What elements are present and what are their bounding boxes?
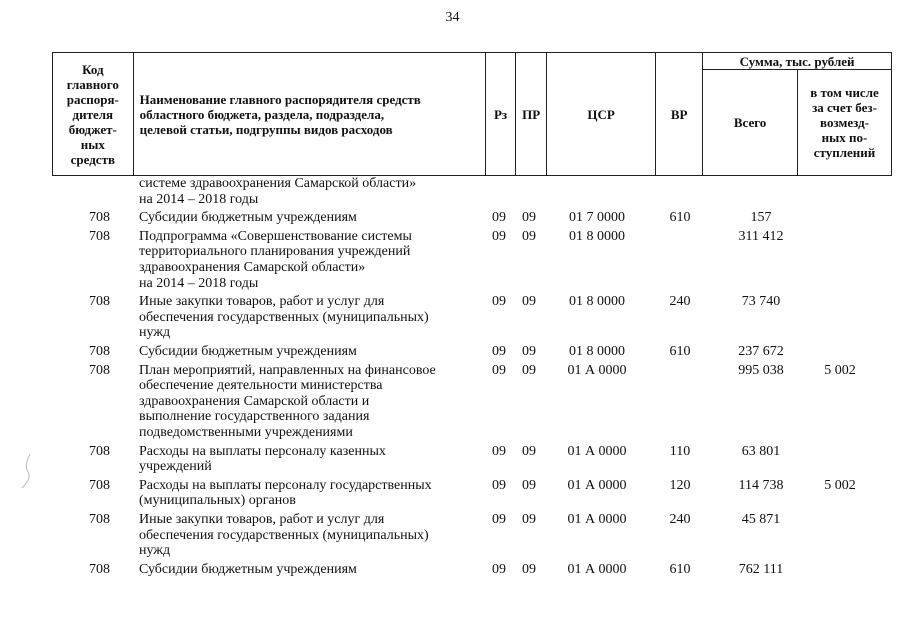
row-csr: 01 А 0000 [567, 477, 627, 493]
header-line: ных по- [821, 130, 868, 145]
row-name-line: подведомственными учреждениями [139, 424, 353, 440]
table-row [52, 444, 892, 475]
row-code: 708 [89, 228, 110, 244]
header-incl [798, 70, 892, 176]
row-name [139, 344, 484, 360]
row-name [139, 478, 484, 509]
row-pr: 09 [522, 294, 536, 310]
row-code: 708 [89, 443, 110, 459]
header-line: в том числе [810, 85, 879, 100]
row-name-line: на 2014 – 2018 годы [139, 191, 259, 207]
row-vr: 240 [669, 294, 691, 310]
table-row [52, 294, 892, 341]
row-rz: 09 [492, 561, 506, 577]
row-csr: 01 А 0000 [567, 561, 627, 577]
row-name [139, 210, 484, 226]
row-pr: 09 [522, 561, 536, 577]
row-rz: 09 [492, 512, 506, 527]
header-line: целевой статьи, подгруппы видов расходов [139, 121, 393, 137]
table-row [52, 229, 892, 291]
pen-mark [18, 452, 38, 492]
row-name-line: Субсидии бюджетным учреждениям [139, 210, 357, 226]
row-csr: 01 А 0000 [567, 443, 627, 459]
header-total: Всего [703, 70, 798, 176]
table-row [52, 344, 892, 360]
row-total: 45 871 [741, 512, 781, 527]
row-csr: 01 7 0000 [569, 210, 625, 226]
row-name-line: Иные закупки товаров, работ и услуг для [139, 294, 385, 310]
row-vr: 610 [669, 344, 691, 359]
row-name-line: нужд [139, 543, 171, 559]
row-name-line: обеспечение деятельности министерства [139, 378, 383, 394]
row-code: 708 [89, 210, 110, 226]
row-pr: 09 [522, 210, 536, 226]
row-vr: 120 [669, 477, 691, 493]
row-incl: 5 002 [824, 362, 856, 378]
row-name-line: Расходы на выплаты персоналу государственных [139, 477, 432, 493]
header-line: областного бюджета, раздела, подраздела, [139, 106, 385, 122]
row-total: 995 038 [738, 362, 784, 378]
page-number: 34 [445, 10, 460, 25]
row-name [139, 444, 484, 475]
row-name-line: обеспечения государственных (муниципальных) [139, 309, 429, 325]
row-name-line: системе здравоохранения Самарской области» [139, 176, 417, 191]
table-row [52, 512, 892, 559]
row-total: 237 672 [738, 344, 784, 359]
row-pr: 09 [522, 228, 536, 244]
row-code: 708 [89, 362, 110, 378]
row-rz: 09 [492, 477, 506, 493]
row-code: 708 [89, 512, 110, 527]
header-line: Код [82, 61, 104, 77]
row-name-line: на 2014 – 2018 годы [139, 275, 259, 291]
row-csr: 01 8 0000 [569, 344, 625, 359]
table-header [52, 52, 892, 176]
header-line: бюджет- [68, 121, 117, 137]
header-line: средств [70, 151, 115, 167]
table-row [52, 562, 892, 578]
row-name-line: Иные закупки товаров, работ и услуг для [139, 512, 385, 527]
row-name-line: нужд [139, 325, 171, 341]
row-name-line: Субсидии бюджетным учреждениям [139, 344, 357, 359]
header-sum: Сумма, тыс. рублей [703, 53, 892, 70]
row-total: 63 801 [741, 443, 781, 459]
row-pr: 09 [522, 443, 536, 459]
row-name-line: Расходы на выплаты персоналу казенных [139, 443, 386, 459]
row-total: 157 [750, 210, 772, 226]
row-name [139, 512, 484, 559]
row-code: 708 [89, 344, 110, 359]
row-rz: 09 [492, 228, 506, 244]
header-line: Наименование главного распорядителя средств [139, 91, 421, 107]
row-csr: 01 А 0000 [567, 362, 627, 378]
header-line: распоря- [66, 91, 119, 107]
table-row [52, 210, 892, 226]
row-total: 311 412 [738, 228, 784, 244]
header-vr: ВР [656, 53, 703, 176]
row-code: 708 [89, 294, 110, 310]
row-incl: 5 002 [824, 477, 856, 493]
header-rz: Рз [485, 53, 516, 176]
row-name-line: Субсидии бюджетным учреждениям [139, 561, 357, 577]
header-name [133, 53, 485, 176]
header-line: ных [80, 136, 105, 152]
row-name [139, 562, 484, 578]
row-name-line: здравоохранения Самарской области» [139, 259, 366, 275]
row-vr: 610 [669, 561, 691, 577]
row-name-line: Подпрограмма «Совершенствование системы [139, 228, 412, 244]
row-rz: 09 [492, 294, 506, 310]
row-rz: 09 [492, 210, 506, 226]
row-name [139, 176, 484, 207]
header-pr: ПР [516, 53, 547, 176]
header-code [53, 53, 134, 176]
row-code: 708 [89, 477, 110, 493]
table-row [52, 363, 892, 441]
table-row [52, 478, 892, 509]
row-name-line: выполнение государственного задания [139, 409, 370, 425]
header-line: главного [66, 76, 119, 92]
row-vr: 610 [669, 210, 691, 226]
header-line: за счет без- [812, 100, 877, 115]
row-name-line: здравоохранения Самарской области и [139, 393, 370, 409]
row-pr: 09 [522, 512, 536, 527]
row-code: 708 [89, 561, 110, 577]
row-pr: 09 [522, 362, 536, 378]
table-row [52, 176, 892, 207]
row-total: 762 111 [738, 561, 784, 577]
row-pr: 09 [522, 477, 536, 493]
row-vr: 240 [669, 512, 691, 527]
row-total: 114 738 [738, 477, 784, 493]
row-name-line: План мероприятий, направленных на финансовое [139, 362, 436, 378]
row-name [139, 363, 484, 441]
header-line: возмезд- [820, 115, 870, 130]
row-vr: 110 [669, 443, 691, 459]
row-name [139, 294, 484, 341]
row-name [139, 229, 484, 291]
row-csr: 01 8 0000 [569, 294, 625, 310]
row-name-line: учреждений [139, 459, 212, 475]
row-rz: 09 [492, 443, 506, 459]
row-rz: 09 [492, 344, 506, 359]
header-line: ступлений [813, 145, 876, 160]
header-csr: ЦСР [546, 53, 655, 176]
row-total: 73 740 [741, 294, 781, 310]
header-line: дителя [72, 106, 114, 122]
row-csr: 01 А 0000 [567, 512, 627, 527]
row-csr: 01 8 0000 [569, 228, 625, 244]
row-name-line: обеспечения государственных (муниципальных) [139, 527, 429, 543]
row-name-line: (муниципальных) органов [139, 493, 296, 509]
row-pr: 09 [522, 344, 536, 359]
row-rz: 09 [492, 362, 506, 378]
row-name-line: территориального планирования учреждений [139, 244, 411, 260]
